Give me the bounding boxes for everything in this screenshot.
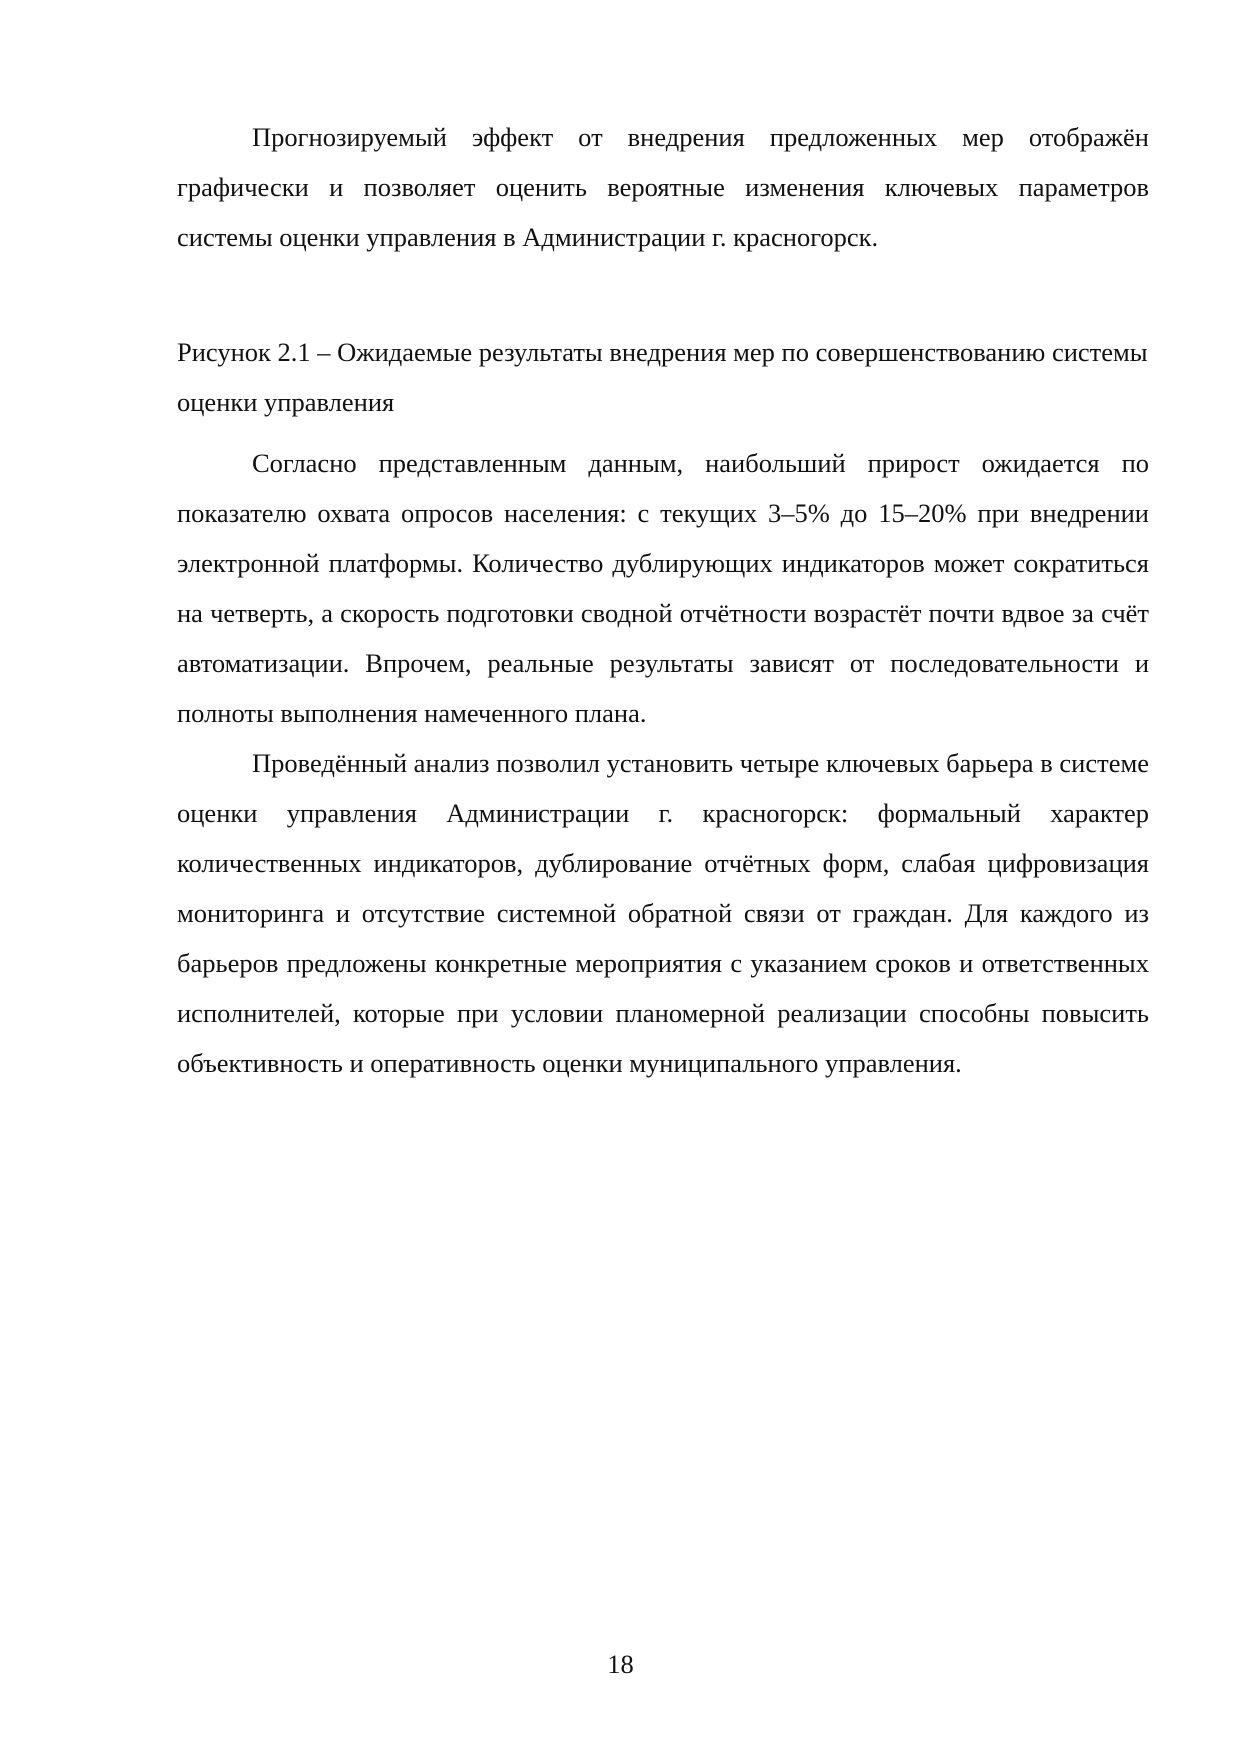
intro-paragraph: Прогнозируемый эффект от внедрения предложенных мер отображён графически и позволяет оценить вероятные изменения ключевых параметров системы оценки управления в Администрации г. красногорск.: [177, 122, 1149, 252]
figure-caption-section: [177, 327, 1149, 427]
body-section: [177, 438, 1149, 1088]
figure-caption: Рисунок 2.1 – Ожидаемые результаты внедрения мер по совершенствованию системы оценки управления: [177, 337, 1148, 417]
intro-section: [177, 112, 1149, 262]
body-paragraph-conclusion: Проведённый анализ позволил установить четыре ключевых барьера в системе оценки управления Администрации г. красногорск: формальный характер количественных индикаторов, дублирование отчётных форм, слабая цифровизация мониторинга и отсутствие системной обратной связи от граждан. Для каждого из барьеров предложены конкретные мероприятия с указанием сроков и ответственных исполнителей, которые при условии планомерной реализации способны повысить объективность и оперативность оценки муниципального управления.: [177, 748, 1149, 1078]
body-paragraph-results: Согласно представленным данным, наибольший прирост ожидается по показателю охвата опросов населения: с текущих 3–5% до 15–20% при внедрении электронной платформы. Количество дублирующих индикаторов может сократиться на четверть, а скорость подготовки сводной отчётности возрастёт почти вдвое за счёт автоматизации. Впрочем, реальные результаты зависят от последовательности и полноты выполнения намеченного плана.: [177, 448, 1149, 728]
page-number: 18: [607, 1649, 634, 1679]
